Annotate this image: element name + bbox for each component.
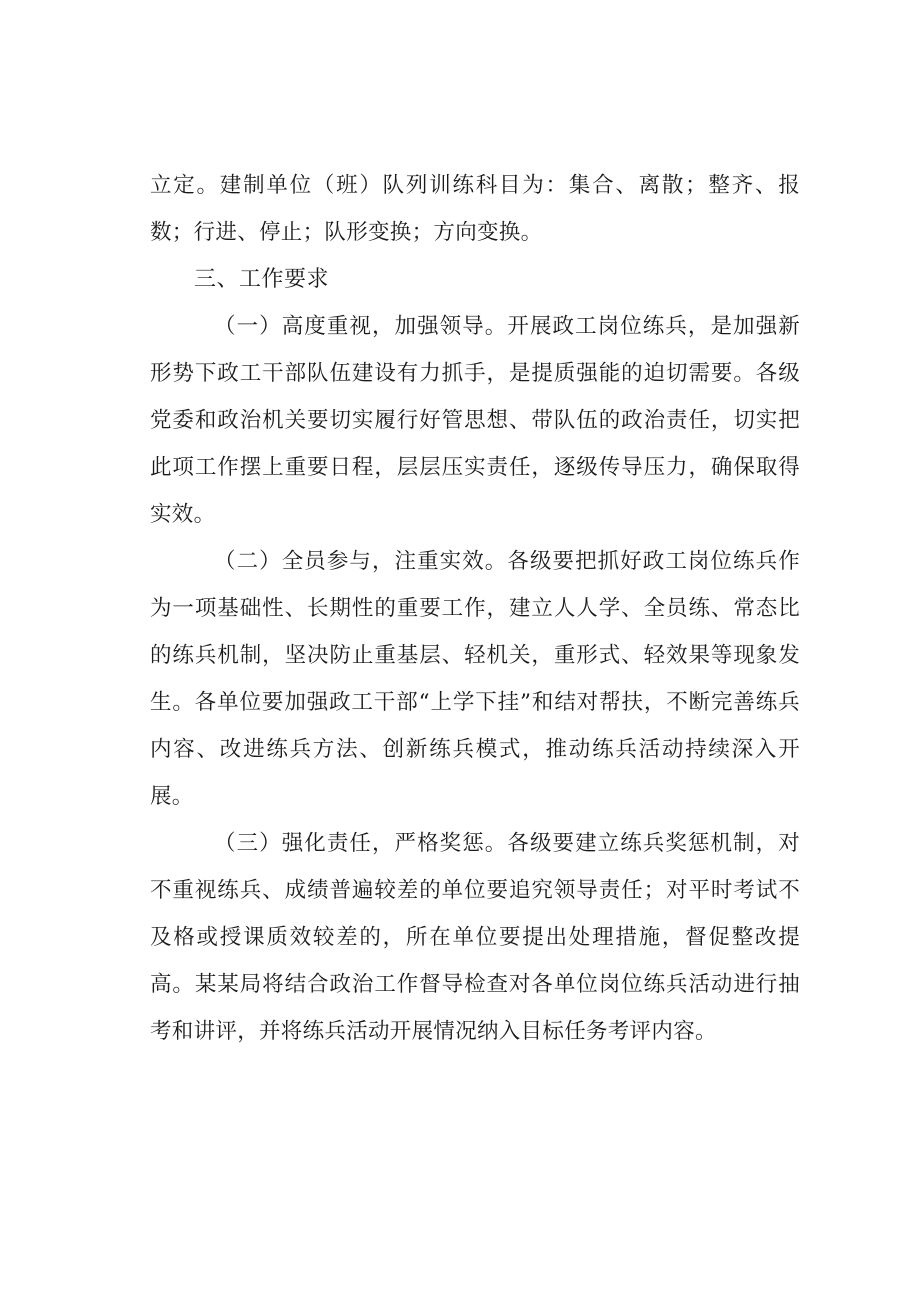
paragraph-requirement-3: （三）强化责任，严格奖惩。各级要建立练兵奖惩机制，对不重视练兵、成绩普遍较差的单位要追究领导责任；对平时考试不及格或授课质效较差的，所在单位要提出处理措施，督促整改提高。某某局将结合政治工作督导检查对各单位岗位练兵活动进行抽考和讲评，并将练兵活动开展情况纳入目标任务考评内容。 <box>150 831 800 1044</box>
paragraph-requirement-2: （二）全员参与，注重实效。各级要把抓好政工岗位练兵作为一项基础性、长期性的重要工作，建立人人学、全员练、常态比的练兵机制，坚决防止重基层、轻机关，重形式、轻效果等现象发生。各单位要加强政工干部“上学下挂”和结对帮扶，不断完善练兵内容、改进练兵方法、创新练兵模式，推动练兵活动持续深入开展。 <box>150 549 800 809</box>
paragraph-requirement-1: （一）高度重视，加强领导。开展政工岗位练兵，是加强新形势下政工干部队伍建设有力抓手，是提质强能的迫切需要。各级党委和政治机关要切实履行好管思想、带队伍的政治责任，切实把此项工作摆上重要日程，层层压实责任，逐级传导压力，确保取得实效。 <box>150 314 800 527</box>
paragraph-continuation: 立定。建制单位（班）队列训练科目为：集合、离散；整齐、报数；行进、停止；队形变换；方向变换。 <box>150 173 800 245</box>
document-body <box>150 162 800 1055</box>
section-heading-work-requirements: 三、工作要求 <box>194 267 330 292</box>
